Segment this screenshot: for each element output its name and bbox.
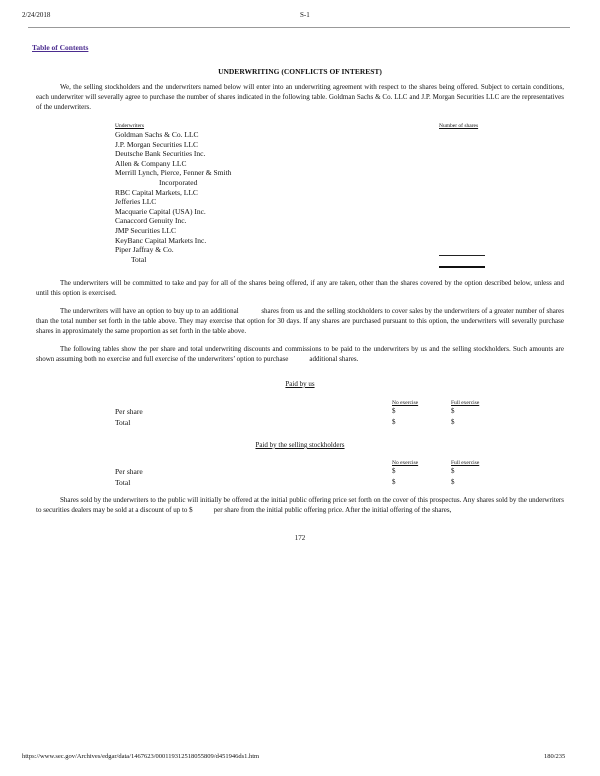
footer-page-count: 180/235: [544, 753, 566, 760]
underwriter-row: J.P. Morgan Securities LLC: [115, 139, 198, 149]
paid-by-sellers-title: Paid by the selling stockholders: [255, 441, 345, 449]
total-full-exercise: $: [451, 418, 455, 426]
total-full-exercise: $: [451, 478, 455, 486]
offering-paragraph: [36, 495, 564, 515]
total-double-rule: [439, 266, 485, 268]
no-exercise-header: No exercise: [392, 400, 419, 406]
option-paragraph: [36, 306, 564, 336]
underwriter-row: Piper Jaffray & Co.: [115, 245, 174, 255]
total-no-exercise: $: [392, 478, 396, 486]
full-exercise-header: Full exercise: [451, 460, 480, 466]
commitment-text: The underwriters will be committed to take and pay for all of the shares being offered, if any are taken, other than the shares covered by the option described below, unless and until this option is exercised.: [36, 279, 564, 297]
subtotal-rule: [439, 255, 485, 256]
total-label: Total: [115, 478, 131, 487]
total-no-exercise: $: [392, 418, 396, 426]
underwriter-row: Canaccord Genuity Inc.: [115, 216, 187, 226]
intro-paragraph: [36, 82, 564, 112]
page-number: 172: [294, 534, 306, 542]
underwriter-row: Merrill Lynch, Pierce, Fenner & Smith: [115, 168, 232, 178]
underwriter-row: Allen & Company LLC: [115, 158, 187, 168]
underwriter-row: KeyBanc Capital Markets Inc.: [115, 235, 207, 245]
offering-text: Shares sold by the underwriters to the public will initially be offered at the initial public offering price set forth on the cover of this prospectus. Any shares sold by the underwriters to securities dealers may be sold at a discount of up to $ per share from the initial public offering price. After the initial offering of the shares,: [36, 496, 566, 514]
underwriters-list: [115, 130, 231, 264]
underwriter-row: JMP Securities LLC: [115, 225, 176, 235]
per-share-no-exercise: $: [392, 467, 396, 475]
underwriters-column-header: Underwriters: [115, 123, 145, 129]
document-title: S-1: [300, 11, 310, 19]
tables-intro-text: The following tables show the per share and total underwriting discounts and commissions to be paid to the underwriters by us and the selling stockholders. Such amounts are shown assuming both no exercise and full exercise of the underwriters’ option to purchase additional shares.: [36, 345, 566, 363]
header-divider: [28, 27, 570, 28]
underwriter-row: RBC Capital Markets, LLC: [115, 187, 198, 197]
underwriter-row: Jefferies LLC: [115, 197, 157, 207]
per-share-no-exercise: $: [392, 407, 396, 415]
underwriter-row: Deutsche Bank Securities Inc.: [115, 149, 206, 159]
commitment-paragraph: [36, 278, 564, 298]
total-row: Total: [131, 254, 147, 264]
per-share-full-exercise: $: [451, 467, 455, 475]
full-exercise-header: Full exercise: [451, 400, 480, 406]
table-of-contents-link[interactable]: Table of Contents: [32, 43, 89, 52]
no-exercise-header: No exercise: [392, 460, 419, 466]
tables-intro-paragraph: [36, 344, 564, 364]
total-label: Total: [115, 418, 131, 427]
underwriter-row: Goldman Sachs & Co. LLC: [115, 130, 199, 139]
per-share-label: Per share: [115, 407, 143, 416]
section-title: UNDERWRITING (CONFLICTS OF INTEREST): [218, 67, 382, 76]
paid-by-us-title: Paid by us: [285, 380, 315, 388]
footer-url: https://www.sec.gov/Archives/edgar/data/1467623/000119312518055809/d451946ds1.htm: [22, 753, 260, 760]
intro-text: We, the selling stockholders and the underwriters named below will enter into an underwriting agreement with respect to the shares being offered. Subject to certain conditions, each underwriter will severally agree to purchase the number of shares indicated in the following table. Goldman Sachs & Co. LLC and J.P. Morgan Securities LLC are the representatives of the underwriters.: [36, 83, 564, 111]
underwriter-row: Incorporated: [159, 177, 198, 187]
per-share-full-exercise: $: [451, 407, 455, 415]
shares-column-header: Number of shares: [439, 123, 479, 129]
option-text: The underwriters will have an option to buy up to an additional shares from us and the selling stockholders to cover sales by the underwriters of a greater number of shares than the total number set forth in the table above. They may exercise that option for 30 days. If any shares are purchased pursuant to this option, the underwriters will severally purchase shares in approximately the same proportion as set forth in the table above.: [36, 307, 566, 335]
per-share-label: Per share: [115, 467, 143, 476]
print-date: 2/24/2018: [22, 11, 51, 19]
underwriter-row: Macquarie Capital (USA) Inc.: [115, 206, 206, 216]
